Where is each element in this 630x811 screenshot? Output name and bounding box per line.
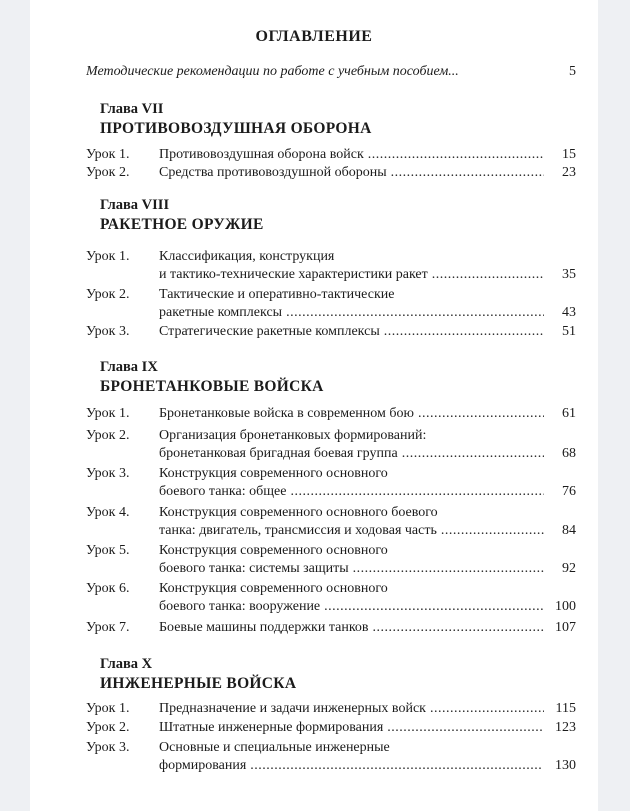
page-number: 51 — [562, 324, 576, 339]
lesson-title: Противовоздушная оборона войск — [159, 147, 364, 162]
lesson-title-line: Конструкция современного основного — [159, 581, 388, 596]
chapter-heading — [100, 655, 296, 693]
toc-title: ОГЛАВЛЕНИЕ — [255, 28, 373, 45]
page-number: 92 — [562, 561, 576, 576]
document-page — [30, 0, 598, 811]
lesson-number: Урок 2. — [86, 165, 130, 180]
dot-leader — [430, 700, 544, 718]
toc-entry-intro[interactable] — [86, 64, 576, 80]
chapter-label: Глава VIII — [100, 197, 170, 213]
lesson-title: Стратегические ракетные комплексы — [159, 324, 380, 339]
page-number: 15 — [562, 147, 576, 162]
page-number: 61 — [562, 406, 576, 421]
dot-leader — [373, 619, 544, 637]
lesson-number: Урок 7. — [86, 620, 130, 635]
chapter-heading — [100, 196, 264, 234]
chapter-name: РАКЕТНОЕ ОРУЖИЕ — [100, 216, 264, 233]
page-number: 23 — [562, 165, 576, 180]
page-number: 68 — [562, 446, 576, 461]
dot-leader — [324, 598, 544, 616]
dot-leader — [441, 522, 544, 540]
lesson-title: Боевые машины поддержки танков — [159, 620, 369, 635]
lesson-number: Урок 1. — [86, 249, 130, 264]
lesson-number: Урок 3. — [86, 740, 130, 755]
chapter-heading — [100, 358, 324, 396]
chapter-name: БРОНЕТАНКОВЫЕ ВОЙСКА — [100, 378, 324, 395]
lesson-title: боевого танка: системы защиты — [159, 561, 349, 576]
lesson-number: Урок 4. — [86, 505, 130, 520]
dot-leader — [402, 445, 544, 463]
lesson-title-line: Конструкция современного основного — [159, 543, 388, 558]
chapter-heading — [100, 100, 372, 138]
lesson-title: Штатные инженерные формирования — [159, 720, 384, 735]
lesson-title: и тактико-технические характеристики ракет — [159, 267, 428, 282]
lesson-title: танка: двигатель, трансмиссия и ходовая часть — [159, 523, 437, 538]
lesson-title: Предназначение и задачи инженерных войск — [159, 701, 426, 716]
page-number: 107 — [555, 620, 576, 635]
lesson-title-line: Тактические и оперативно-тактические — [159, 287, 395, 302]
dot-leader — [387, 719, 544, 737]
page-number: 35 — [562, 267, 576, 282]
lesson-number: Урок 2. — [86, 720, 130, 735]
lesson-title-line: Конструкция современного основного — [159, 466, 388, 481]
page-number: 5 — [569, 64, 576, 79]
page-number: 123 — [555, 720, 576, 735]
lesson-title: Бронетанковые войска в современном бою — [159, 406, 414, 421]
lesson-number: Урок 5. — [86, 543, 130, 558]
page-number: 130 — [555, 758, 576, 773]
lesson-title: боевого танка: общее — [159, 484, 287, 499]
dot-leader — [384, 323, 544, 341]
dot-leader — [368, 146, 544, 164]
page-number: 43 — [562, 305, 576, 320]
lesson-title-line: Организация бронетанковых формирований: — [159, 428, 427, 443]
lesson-title: Средства противовоздушной обороны — [159, 165, 387, 180]
lesson-title-line: Классификация, конструкция — [159, 249, 335, 264]
chapter-label: Глава IX — [100, 359, 158, 375]
dot-leader — [353, 560, 544, 578]
lesson-number: Урок 1. — [86, 147, 130, 162]
chapter-label: Глава X — [100, 656, 153, 672]
lesson-number: Урок 6. — [86, 581, 130, 596]
dot-leader — [391, 164, 544, 182]
chapter-name: ПРОТИВОВОЗДУШНАЯ ОБОРОНА — [100, 120, 372, 137]
lesson-number: Урок 1. — [86, 701, 130, 716]
dot-leader — [418, 405, 544, 423]
page-number: 84 — [562, 523, 576, 538]
dot-leader — [250, 757, 544, 775]
dot-leader — [290, 483, 544, 501]
dot-leader — [432, 266, 544, 284]
lesson-title: формирования — [159, 758, 247, 773]
page-number: 115 — [555, 701, 576, 716]
lesson-number: Урок 2. — [86, 428, 130, 443]
intro-text: Методические рекомендации по работе с учебным пособием... — [86, 64, 459, 79]
lesson-title-line: Основные и специальные инженерные — [159, 740, 390, 755]
lesson-number: Урок 1. — [86, 406, 130, 421]
lesson-number: Урок 3. — [86, 324, 130, 339]
lesson-title: боевого танка: вооружение — [159, 599, 321, 614]
page-number: 76 — [562, 484, 576, 499]
lesson-number: Урок 2. — [86, 287, 130, 302]
lesson-number: Урок 3. — [86, 466, 130, 481]
dot-leader — [286, 304, 544, 322]
lesson-title-line: Конструкция современного основного боевого — [159, 505, 438, 520]
page-number: 100 — [555, 599, 576, 614]
lesson-title: ракетные комплексы — [159, 305, 283, 320]
chapter-name: ИНЖЕНЕРНЫЕ ВОЙСКА — [100, 675, 297, 692]
chapter-label: Глава VII — [100, 101, 164, 117]
lesson-title: бронетанковая бригадная боевая группа — [159, 446, 398, 461]
